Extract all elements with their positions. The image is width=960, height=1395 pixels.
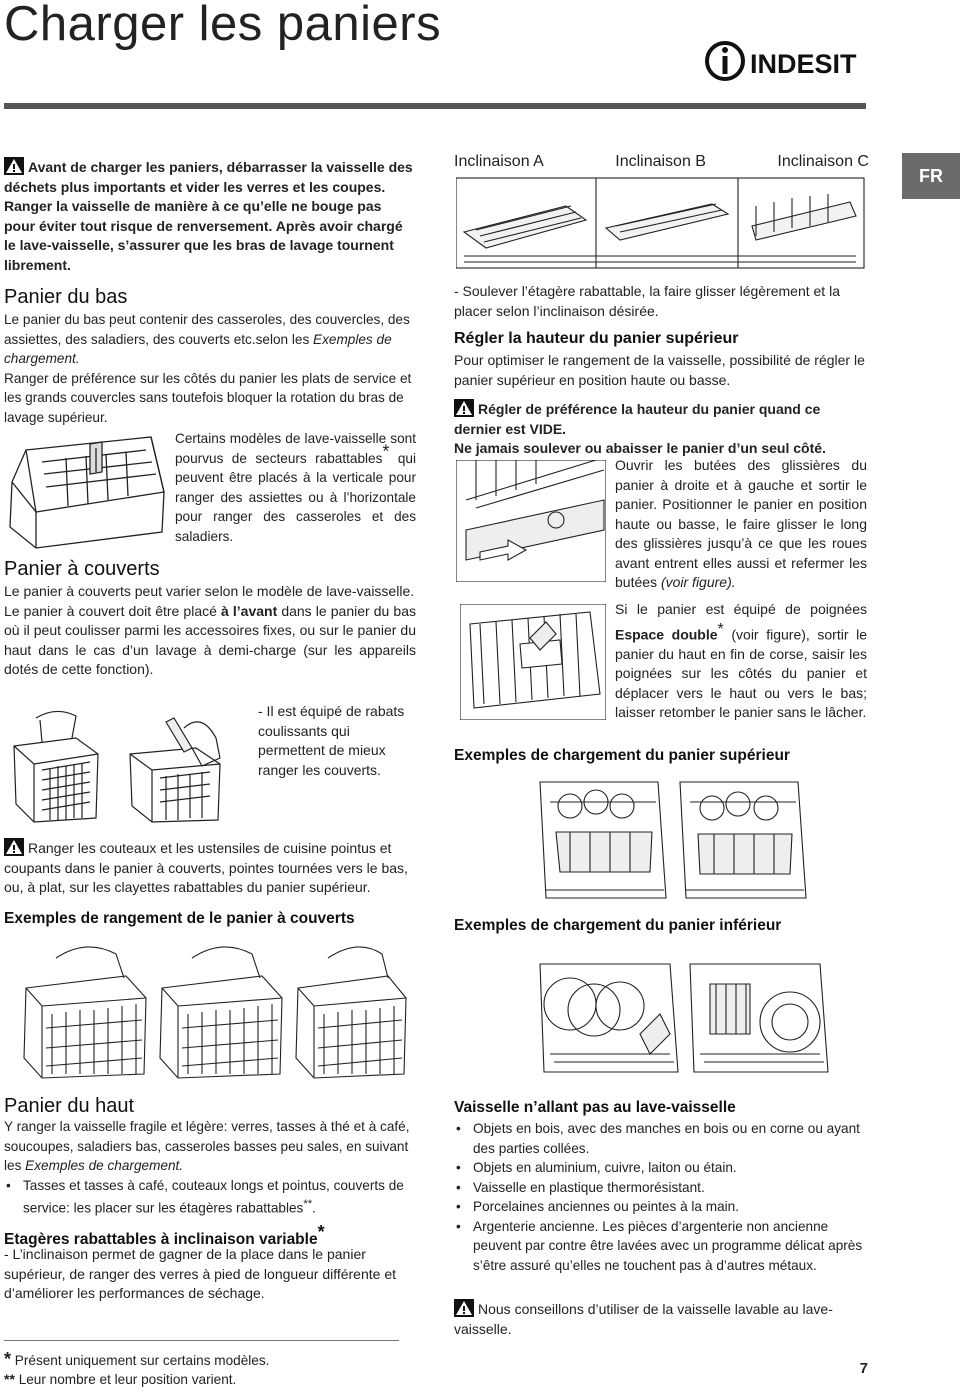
final-warning (454, 1299, 868, 1339)
side-text-2: qui peuvent être placés à la verticale pour ranger des assiettes ou à l’horizontale pour ranger des casseroles et des saladiers. (175, 450, 416, 544)
soulever-text: - Soulever l’étagère rabattable, la faire glisser légèrement et la placer selon l’inclinaison désirée. (454, 283, 840, 319)
inclinaison-a-label: Inclinaison A (454, 153, 544, 170)
panier-haut-text (4, 1117, 416, 1218)
regler-warning-1: Régler de préférence la hauteur du panier quand ce dernier est VIDE. (454, 401, 821, 437)
haut-p1-italic: Exemples de chargement. (25, 1158, 184, 1173)
cutlery-examples-illustration (6, 938, 416, 1080)
ex-sup-heading: Exemples de chargement du panier supérieur (454, 747, 790, 764)
panier-bas-heading: Panier du bas (4, 286, 128, 308)
regler-warning-2: Ne jamais soulever ou abaisser le panier d’un seul côté. (454, 440, 826, 456)
espace-double-text (615, 600, 867, 723)
etageres-star: * (317, 1222, 325, 1242)
ouvrir-italic: (voir figure). (660, 574, 736, 590)
footnote-star2: ** (4, 1371, 15, 1387)
espace-bold: Espace double (615, 626, 718, 643)
page-number: 7 (859, 1360, 868, 1377)
warning-icon (454, 399, 474, 417)
footnote-star1: * (4, 1349, 12, 1369)
ouvrir-text-main: Ouvrir les butées des glissières du panier à droite et à gauche et sortir le panier. Positionner le panier en position haute ou basse, le faire glisser le long des glissières jusqu’à ce que les roues avant entrent elles aussi et refermer les butées (615, 457, 867, 590)
lower-basket-illustration (6, 432, 170, 550)
intro-warning (4, 157, 416, 275)
espace-star: * (717, 620, 724, 638)
vaisselle-item: • Vaisselle en plastique thermorésistant. (454, 1178, 868, 1198)
vaisselle-item: • Objets en bois, avec des manches en bois ou en corne ou ayant des parties collées. (454, 1119, 868, 1158)
ouvrir-text (615, 456, 867, 593)
ex-inf-heading: Exemples de chargement du panier inférieur (454, 917, 782, 934)
haut-bullet: • Tasses et tasses à café, couteaux longs et pointus, couverts de service: les placer sur les étagères rabattables**. (4, 1176, 416, 1219)
inclinaison-b-label: Inclinaison B (615, 153, 706, 170)
couverts-warning-text: Ranger les couteaux et les ustensiles de cuisine pointus et coupants dans le panier à couverts, pointes tournées vers le bas, ou, à plat, sur les clayettes rabattables du panier supérieur. (4, 840, 408, 895)
warning-icon (4, 838, 24, 856)
espace-text-1: Si le panier est équipé de poignées (615, 601, 867, 617)
panier-bas-p1: Le panier du bas peut contenir des casseroles, des couvercles, des assiettes, des saladiers, des couverts etc.selon les (4, 312, 410, 347)
couverts-warning (4, 838, 416, 898)
couverts-p1: Le panier à couverts peut varier selon le modèle de lave-vaisselle. (4, 583, 415, 599)
couverts-p2b: dans le panier du bas où il peut coulisser parmi les accessoires fixes, ou sur le panier du haut dans le cas d’un lavage à demi-charge (sur les appareils dotés de cette fonction). (4, 602, 417, 677)
inclinaison-illustration (456, 176, 866, 270)
panier-couverts-text (4, 582, 416, 680)
vaisselle-item: • Porcelaines anciennes ou peintes à la main. (454, 1197, 868, 1217)
warning-icon (454, 1299, 474, 1317)
side-text-1: Certains modèles de lave-vaisselle sont pourvus de secteurs rabattables (175, 431, 416, 466)
espace-double-illustration (460, 604, 606, 720)
header-rule (4, 103, 866, 109)
couverts-examples-heading: Exemples de rangement de le panier à couverts (4, 910, 355, 927)
side-text-star: * (382, 440, 390, 461)
vaisselle-item: • Objets en aluminium, cuivre, laiton ou étain. (454, 1158, 868, 1178)
couverts-p2-bold: à l’avant (221, 602, 278, 619)
haut-bullet-mark: ** (303, 1198, 313, 1210)
panier-couverts-heading: Panier à couverts (4, 558, 160, 580)
footnotes (4, 1350, 404, 1389)
panier-haut-heading: Panier du haut (4, 1095, 135, 1117)
haut-bullet-text: Tasses et tasses à café, couteaux longs et pointus, couverts de service: les placer sur les étagères rabattables (23, 1177, 404, 1216)
etageres-heading-text: Etagères rabattables à inclinaison variable (4, 1231, 318, 1249)
inclinaison-c-label: Inclinaison C (777, 153, 869, 170)
panier-bas-p2: Ranger de préférence sur les côtés du panier les plats de service et les grands couvercles sans toutefois bloquer la rotation du bras de lavage supérieur. (4, 370, 412, 425)
panier-bas-p1-italic: Exemples de chargement. (4, 331, 392, 366)
intro-warning-1: Avant de charger les paniers, débarrasser la vaisselle des déchets plus importants et vider les verres et les coupes. (4, 159, 413, 195)
rail-illustration (456, 460, 606, 582)
language-tab: FR (902, 153, 960, 199)
etageres-text: - L’inclinaison permet de gagner de la place dans le panier supérieur, de ranger des verres à pied de longueur différente et d’améliorer les performances de séchage. (4, 1246, 396, 1301)
espace-text-2: (voir figure), sortir le panier du haut en fin de corse, saisir les poignées sur les côtés du panier et déplacer vers le haut ou vers le bas; laisser retomber le panier sans le lâcher. (615, 626, 867, 721)
intro-warning-3: Après avoir chargé le lave-vaisselle, s’assurer que les bras de lavage tournent librement. (4, 217, 403, 273)
footnote-1: Présent uniquement sur certains modèles. (14, 1353, 270, 1368)
panier-bas-text (4, 310, 416, 427)
inclinaison-labels (454, 153, 869, 171)
regler-text: Pour optimiser le rangement de la vaisselle, possibilité de régler le panier supérieur en position haute ou basse. (454, 352, 865, 388)
regler-warning (454, 399, 869, 459)
regler-heading: Régler la hauteur du panier supérieur (454, 330, 739, 347)
indesit-logo (704, 40, 869, 82)
final-warning-text: Nous conseillons d’utiliser de la vaisselle lavable au lave-vaisselle. (454, 1301, 833, 1337)
intro-warning-2: Ranger la vaisselle de manière à ce qu’elle ne bouge pas pour éviter tout risque de renversement. (4, 198, 382, 234)
couverts-side-text: - Il est équipé de rabats coulissants qui permettent de mieux ranger les couverts. (258, 703, 405, 778)
footnote-rule (4, 1340, 399, 1341)
upper-basket-examples (530, 772, 814, 906)
panier-bas-side-text (175, 429, 416, 546)
page-title: Charger les paniers (4, 0, 442, 51)
vaisselle-item: • Argenterie ancienne. Les pièces d’argenterie non ancienne peuvent par contre être lavées avec un programme délicat après s’être assuré qu’elles ne touchent pas à d’autres métaux. (454, 1217, 868, 1276)
vaisselle-heading: Vaisselle n’allant pas au lave-vaisselle (454, 1099, 736, 1116)
haut-p1: Y ranger la vaisselle fragile et légère: verres, tasses à thé et à café, soucoupes, saladiers bas, casseroles basses peu sales, en suivant les (4, 1119, 410, 1173)
footnote-2: Leur nombre et leur position varient. (18, 1372, 237, 1387)
cutlery-basket-illustration (6, 708, 250, 824)
couverts-p2a: Le panier à couvert doit être placé (4, 602, 221, 619)
vaisselle-list (454, 1119, 868, 1275)
brand-name: INDESIT (750, 49, 857, 79)
lower-basket-examples (530, 944, 830, 1080)
warning-icon (4, 157, 24, 175)
